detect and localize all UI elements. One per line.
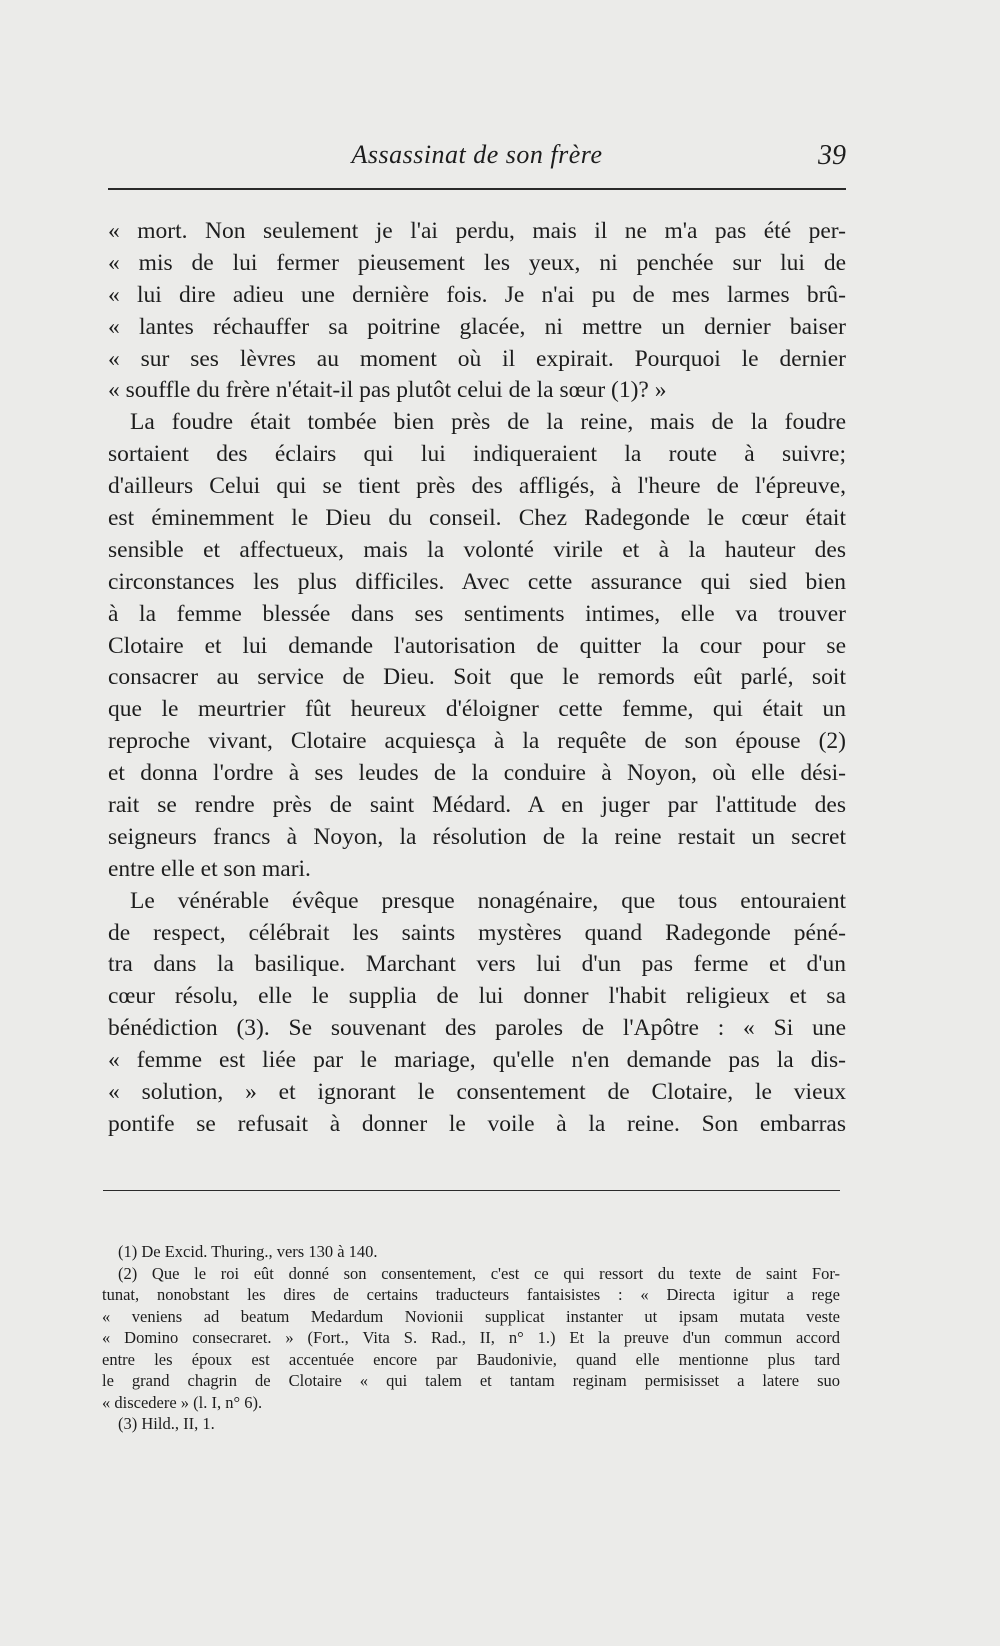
body-line: Le vénérable évêque presque nonagénaire, que tous entouraient [130,887,846,914]
body-line: entre elle et son mari. [108,855,311,882]
footnote-rule [103,1190,840,1191]
body-line: tra dans la basilique. Marchant vers lui d'un pas ferme et d'un [108,951,846,978]
body-line: reproche vivant, Clotaire acquiesça à la requête de son épouse (2) [108,728,846,755]
body-text [108,216,846,1141]
footnote-line: (3) Hild., II, 1. [118,1414,215,1433]
body-line: rait se rendre près de saint Médard. A en juger par l'attitude des [108,792,846,819]
body-line: est éminemment le Dieu du conseil. Chez Radegonde le cœur était [108,505,846,532]
body-line: bénédiction (3). Se souvenant des paroles de l'Apôtre : « Si une [108,1015,846,1042]
footnotes [102,1241,840,1435]
body-line: de respect, célébrait les saints mystères quand Radegonde péné- [108,919,846,946]
body-line: « lantes réchauffer sa poitrine glacée, ni mettre un dernier baiser [108,313,846,340]
footnote-line: le grand chagrin de Clotaire « qui talem et tantam reginam permisisset a latere suo [102,1371,840,1390]
footnote-line: « veniens ad beatum Medardum Novionii supplicat instanter ut ipsam mutata veste [102,1306,840,1326]
running-title: Assassinat de son frère [351,140,603,169]
body-line: La foudre était tombée bien près de la reine, mais de la foudre [130,409,846,436]
page-header [108,140,846,174]
body-line: « souffle du frère n'était-il pas plutôt celui de la sœur (1)? » [108,377,667,404]
body-line: « solution, » et ignorant le consentement de Clotaire, le vieux [108,1079,846,1106]
body-line: à la femme blessée dans ses sentiments intimes, elle va trouver [108,600,846,627]
footnote-line: entre les époux est accentuée encore par Baudonivie, quand elle mentionne plus tard [102,1349,840,1369]
body-line: « mis de lui fermer pieusement les yeux, ni penchée sur lui de [108,249,846,276]
footnote-line: (1) De Excid. Thuring., vers 130 à 140. [118,1242,378,1261]
body-line: pontife se refusait à donner le voile à la reine. Son embarras [108,1110,846,1137]
page-number: 39 [818,140,846,171]
footnote-line: « Domino consecraret. » (Fort., Vita S. Rad., II, n° 1.) Et la preuve d'un commun accord [102,1328,840,1347]
body-line: « mort. Non seulement je l'ai perdu, mais il ne m'a pas été per- [108,218,846,244]
header-rule [108,188,846,190]
body-line: et donna l'ordre à ses leudes de la conduire à Noyon, où elle dési- [108,760,846,787]
body-line: « sur ses lèvres au moment où il expirait. Pourquoi le dernier [108,345,846,372]
body-line: consacrer au service de Dieu. Soit que le remords eût parlé, soit [108,664,846,691]
footnote-line: « discedere » (l. I, n° 6). [102,1392,263,1412]
body-line: d'ailleurs Celui qui se tient près des affligés, à l'heure de l'épreuve, [108,473,846,500]
footnote-line: (2) Que le roi eût donné son consentement, c'est ce qui ressort du texte de saint For- [118,1263,840,1283]
footnote-line: tunat, nonobstant les dires de certains traducteurs fantaisistes : « Directa igitur a rege [102,1285,840,1304]
body-line: sensible et affectueux, mais la volonté virile et à la hauteur des [108,536,846,563]
body-line: Clotaire et lui demande l'autorisation de quitter la cour pour se [108,632,846,659]
body-line: « femme est liée par le mariage, qu'elle n'en demande pas la dis- [108,1047,846,1074]
body-line: « lui dire adieu une dernière fois. Je n'ai pu de mes larmes brû- [108,281,846,308]
body-line: cœur résolu, elle le supplia de lui donner l'habit religieux et sa [108,983,846,1010]
body-line: seigneurs francs à Noyon, la résolution de la reine restait un secret [108,823,846,850]
body-line: sortaient des éclairs qui lui indiqueraient la route à suivre; [108,441,846,468]
body-line: que le meurtrier fût heureux d'éloigner cette femme, qui était un [108,696,846,723]
body-line: circonstances les plus difficiles. Avec cette assurance qui sied bien [108,568,846,595]
